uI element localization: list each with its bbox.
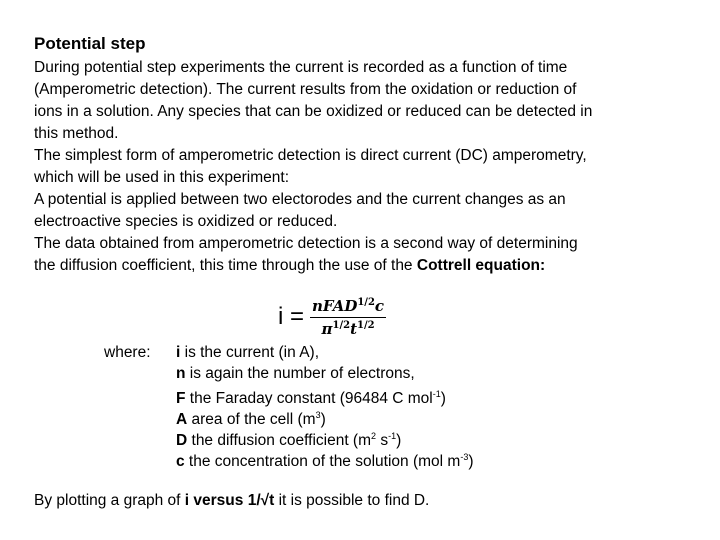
definition-item: A area of the cell $(m^3)$ bbox=[176, 410, 326, 429]
equation-lhs: i = bbox=[278, 303, 305, 330]
body-line: which will be used in this experiment: bbox=[34, 169, 290, 186]
definition-item: F the Faraday constant (96484 C mol$^{-1}$) bbox=[176, 389, 446, 408]
body-line-last bbox=[34, 255, 674, 277]
equation-numerator: nFAD$^{1/2}$c bbox=[312, 296, 385, 315]
body-line: The data obtained from amperometric detection is a second way of determining bbox=[34, 235, 578, 252]
where-label: where: bbox=[104, 344, 151, 361]
conclusion-emphasis: i versus 1/√t bbox=[184, 492, 275, 509]
body-line: During potential step experiments the current is recorded as a function of time bbox=[34, 59, 568, 76]
body-line: this method. bbox=[34, 125, 119, 142]
body-line: electroactive species is oxidized or reduced. bbox=[34, 213, 338, 230]
equation-fraction bbox=[310, 297, 386, 338]
definition-item: D the diffusion coefficient ($m^2$ $s^{-1}$) bbox=[176, 431, 402, 450]
slide-title: Potential step bbox=[34, 34, 146, 53]
definition-item: i is the current (in A), bbox=[176, 344, 320, 361]
body-line: The simplest form of amperometric detection is direct current (DC) amperometry, bbox=[34, 147, 587, 164]
equation-denominator: $\pi^{1/2}t^{1/2}$ bbox=[321, 319, 375, 338]
body-line-text: the diffusion coefficient, this time through the use of the bbox=[34, 257, 417, 274]
definition-item: c the concentration of the solution (mol $m^{-3}$) bbox=[176, 452, 474, 471]
definitions-list bbox=[176, 342, 474, 471]
definition-item: n is again the number of electrons, bbox=[176, 365, 415, 382]
cottrell-equation-label: Cottrell equation: bbox=[416, 257, 546, 274]
cottrell-equation bbox=[278, 292, 386, 342]
conclusion-text: By plotting a graph of i versus 1/√t it is possible to find D. bbox=[34, 492, 430, 509]
body-line: ions in a solution. Any species that can be oxidized or reduced can be detected in bbox=[34, 103, 593, 120]
body-paragraph bbox=[34, 57, 674, 277]
fraction-bar bbox=[310, 317, 386, 318]
body-line: (Amperometric detection). The current results from the oxidation or reduction of bbox=[34, 81, 577, 98]
body-line: A potential is applied between two electorodes and the current changes as an bbox=[34, 191, 566, 208]
